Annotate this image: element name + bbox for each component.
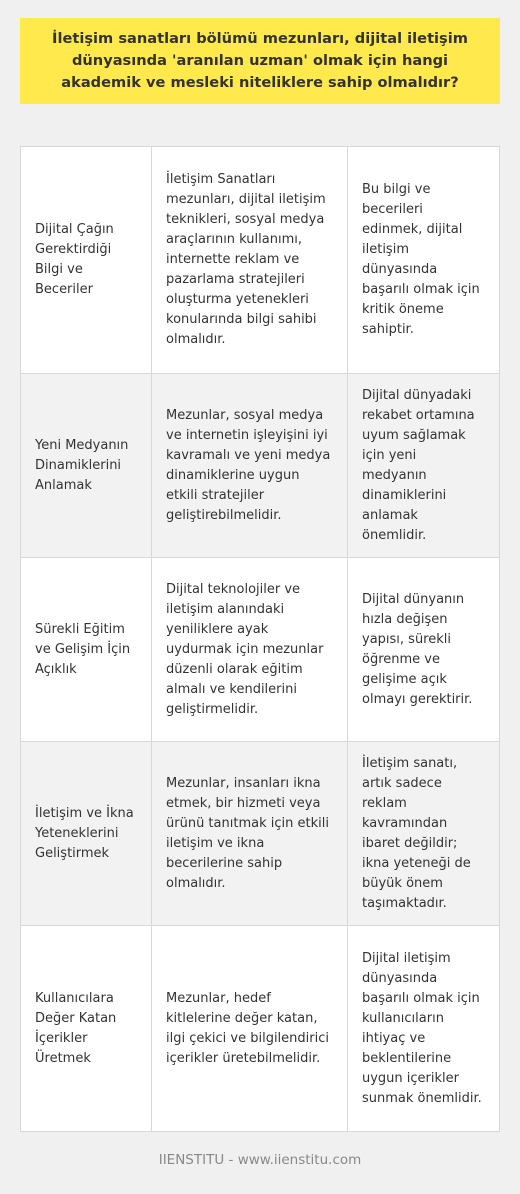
detail-cell: İletişim Sanatları mezunları, dijital iletişim teknikleri, sosyal medya araçlarının kullanımı, internette reklam ve pazarlama stratejileri oluşturma yetenekleri konularında bilgi sahibi olmalıdır. bbox=[152, 147, 348, 373]
detail-cell: Mezunlar, insanları ikna etmek, bir hizmeti veya ürünü tanıtmak için etkili iletişim ve ikna becerilerine sahip olmalıdır. bbox=[152, 742, 348, 925]
table-row bbox=[21, 147, 499, 373]
topic-cell: Yeni Medyanın Dinamiklerini Anlamak bbox=[21, 374, 152, 557]
footer-credit: IIENSTITU - www.iienstitu.com bbox=[158, 1152, 362, 1168]
reason-cell: Dijital dünyadaki rekabet ortamına uyum sağlamak için yeni medyanın dinamiklerini anlamak önemlidir. bbox=[362, 387, 475, 543]
table-row bbox=[21, 373, 499, 557]
topic-cell: Kullanıcılara Değer Katan İçerikler Üretmek bbox=[21, 926, 152, 1131]
reason-cell: Dijital iletişim dünyasında başarılı olmak için kullanıcıların ihtiyaç ve beklentilerine uygun içerikler sunmak önemlidir. bbox=[362, 950, 482, 1106]
info-table bbox=[20, 146, 500, 1132]
detail-cell: Mezunlar, hedef kitlelerine değer katan, ilgi çekici ve bilgilendirici içerikler üretebilmelidir. bbox=[152, 926, 348, 1131]
detail-cell: Dijital teknolojiler ve iletişim alanındaki yeniliklere ayak uydurmak için mezunlar düzenli olarak eğitim almalı ve kendilerini geliştirmelidir. bbox=[152, 558, 348, 741]
reason-cell: İletişim sanatı, artık sadece reklam kavramından ibaret değildir; ikna yeteneği de büyük önem taşımaktadır. bbox=[362, 755, 471, 911]
topic-cell: Sürekli Eğitim ve Gelişim İçin Açıklık bbox=[21, 558, 152, 741]
detail-cell: Mezunlar, sosyal medya ve internetin işleyişini iyi kavramalı ve yeni medya dinamiklerine uygun etkili stratejiler geliştirebilmelidir. bbox=[152, 374, 348, 557]
table-row bbox=[21, 557, 499, 741]
topic-cell: Dijital Çağın Gerektirdiği Bilgi ve Beceriler bbox=[21, 147, 152, 373]
reason-cell: Dijital dünyanın hızla değişen yapısı, sürekli öğrenme ve gelişime açık olmayı gerektirir. bbox=[362, 591, 473, 707]
table-row bbox=[21, 741, 499, 925]
title-banner bbox=[20, 18, 500, 104]
reason-cell: Bu bilgi ve becerileri edinmek, dijital iletişim dünyasında başarılı olmak için kritik öneme sahiptir. bbox=[362, 182, 480, 337]
table-row bbox=[21, 925, 499, 1131]
page-title: İletişim sanatları bölümü mezunları, dijital iletişim dünyasında 'aranılan uzman' olmak için hangi akademik ve mesleki niteliklere sahip olmalıdır? bbox=[52, 30, 468, 91]
topic-cell: İletişim ve İkna Yeteneklerini Geliştirmek bbox=[21, 742, 152, 925]
